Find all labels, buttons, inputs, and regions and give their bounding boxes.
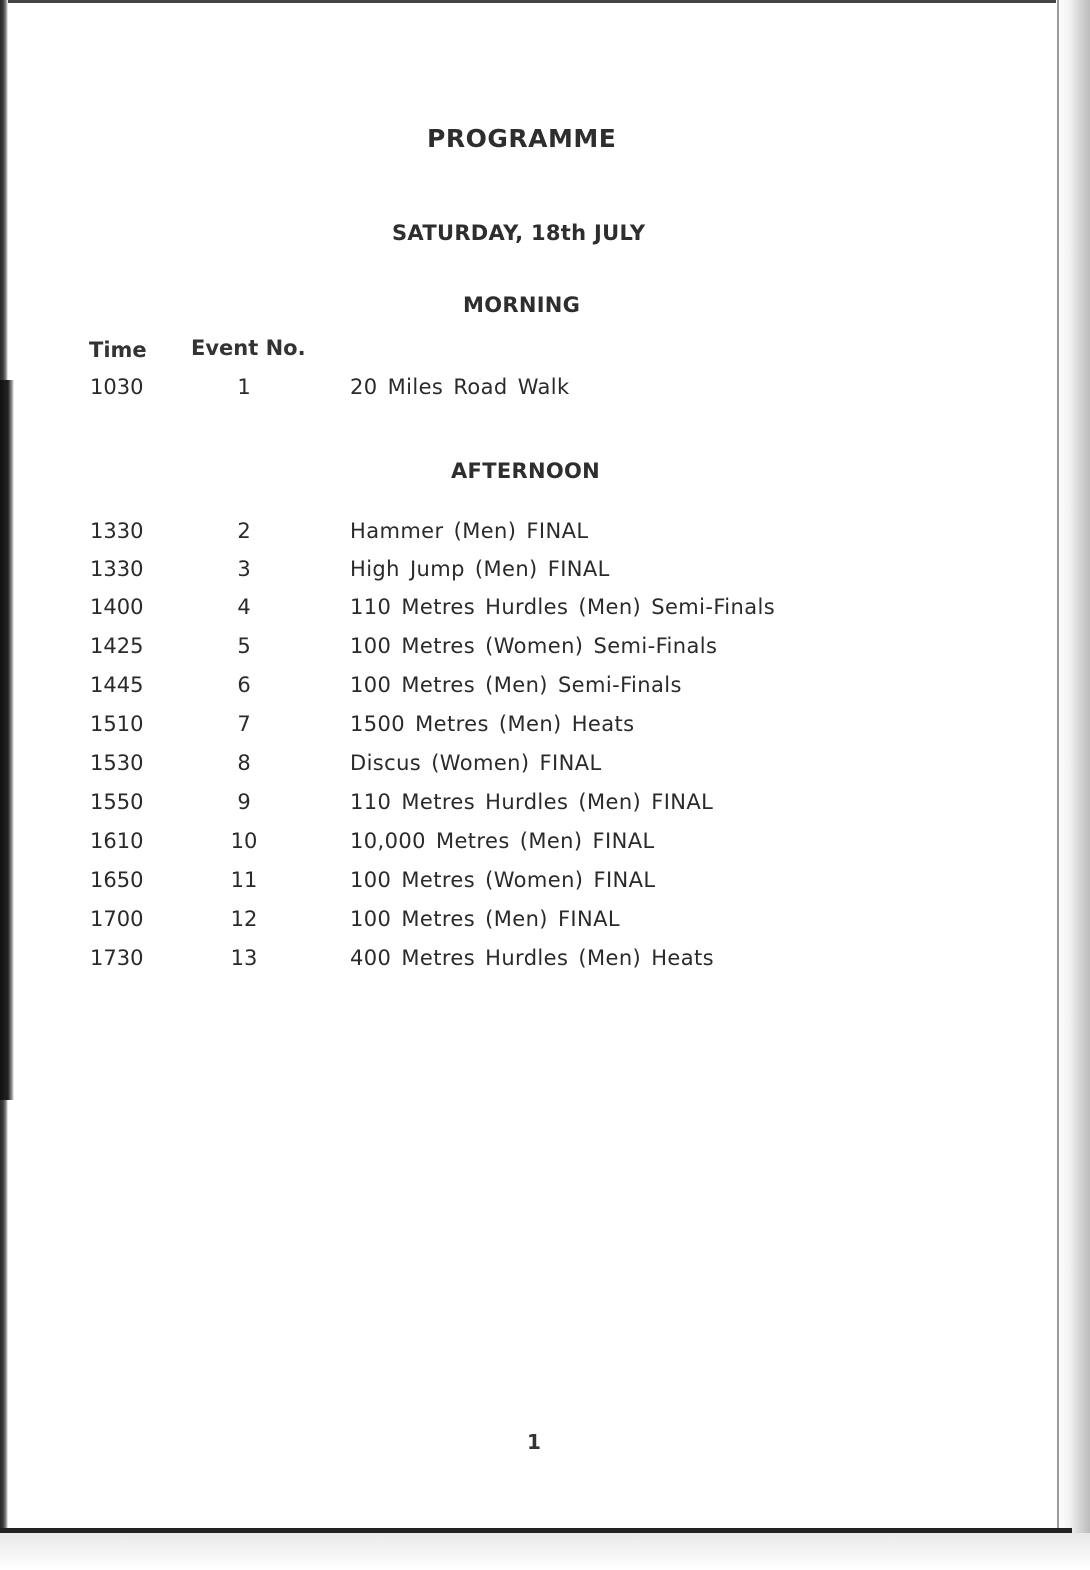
event-row	[0, 634, 1050, 664]
page-number: 1	[527, 1430, 541, 1454]
event-row	[0, 751, 1050, 781]
event-number: 7	[237, 712, 251, 736]
event-name: High Jump (Men) FINAL	[350, 557, 610, 581]
event-number: 2	[237, 519, 251, 543]
event-time: 1425	[90, 634, 144, 658]
event-time: 1650	[90, 868, 144, 892]
event-number: 11	[230, 868, 258, 892]
event-name: 1500 Metres (Men) Heats	[350, 712, 635, 736]
page-title: PROGRAMME	[427, 124, 617, 153]
page-right-fold	[1057, 0, 1059, 1530]
event-time: 1530	[90, 751, 144, 775]
morning-heading: MORNING	[463, 293, 581, 317]
event-name: 10,000 Metres (Men) FINAL	[350, 829, 655, 853]
event-name: 400 Metres Hurdles (Men) Heats	[350, 946, 714, 970]
event-name: Hammer (Men) FINAL	[350, 519, 589, 543]
event-time: 1445	[90, 673, 144, 697]
event-number: 4	[237, 595, 251, 619]
event-number: 8	[237, 751, 251, 775]
afternoon-heading: AFTERNOON	[451, 459, 600, 483]
programme-date: SATURDAY, 18th JULY	[392, 221, 646, 245]
event-time: 1700	[90, 907, 144, 931]
event-time: 1610	[90, 829, 144, 853]
event-time: 1030	[90, 375, 144, 399]
event-row	[0, 868, 1050, 898]
event-row	[0, 673, 1050, 703]
event-name: 100 Metres (Men) Semi-Finals	[350, 673, 682, 697]
event-number: 6	[237, 673, 251, 697]
event-row	[0, 790, 1050, 820]
event-row	[0, 595, 1050, 625]
event-number: 5	[237, 634, 251, 658]
event-time: 1730	[90, 946, 144, 970]
column-header-time: Time	[89, 338, 147, 362]
event-number: 10	[230, 829, 258, 853]
event-name: 20 Miles Road Walk	[350, 375, 570, 399]
column-header-event-no: Event No.	[191, 336, 306, 360]
event-row	[0, 519, 1050, 549]
event-number: 3	[237, 557, 251, 581]
event-number: 13	[230, 946, 258, 970]
page-right-edge	[1056, 0, 1090, 1570]
event-name: Discus (Women) FINAL	[350, 751, 602, 775]
event-name: 110 Metres Hurdles (Men) FINAL	[350, 790, 714, 814]
event-row	[0, 712, 1050, 742]
event-time: 1330	[90, 519, 144, 543]
event-name: 100 Metres (Women) Semi-Finals	[350, 634, 718, 658]
event-row	[0, 557, 1050, 587]
event-row	[0, 829, 1050, 859]
event-name: 110 Metres Hurdles (Men) Semi-Finals	[350, 595, 776, 619]
event-row	[0, 946, 1050, 976]
event-name: 100 Metres (Men) FINAL	[350, 907, 620, 931]
page-top-edge	[0, 0, 1090, 3]
event-number: 9	[237, 790, 251, 814]
event-row	[0, 375, 1050, 405]
event-time: 1550	[90, 790, 144, 814]
event-number: 12	[230, 907, 258, 931]
scan-background	[0, 1533, 1090, 1570]
event-time: 1510	[90, 712, 144, 736]
event-name: 100 Metres (Women) FINAL	[350, 868, 656, 892]
event-row	[0, 907, 1050, 937]
event-time: 1330	[90, 557, 144, 581]
event-number: 1	[237, 375, 251, 399]
event-time: 1400	[90, 595, 144, 619]
